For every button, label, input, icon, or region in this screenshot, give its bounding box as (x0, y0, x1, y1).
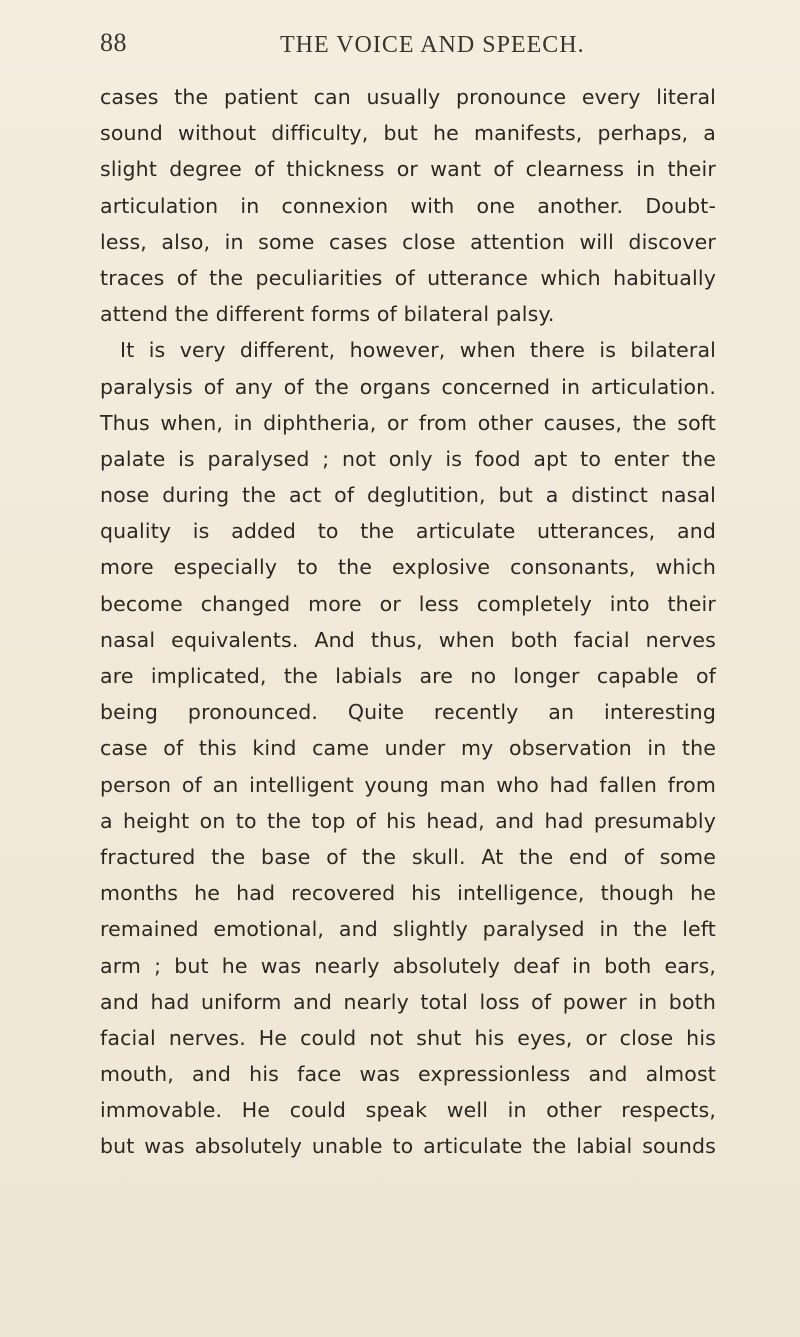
body-text (100, 79, 716, 1165)
text-line: quality is added to the articulate utterances, and (100, 519, 716, 544)
text-line: cases the patient can usually pronounce every literal (100, 85, 716, 109)
text-line: person of an intelligent young man who had fallen from (100, 772, 716, 797)
text-line: sound without difficulty, but he manifests, perhaps, a (100, 121, 716, 146)
text-line: case of this kind came under my observation in the (100, 736, 716, 761)
text-line: being pronounced. Quite recently an interesting (100, 700, 716, 725)
text-line: immovable. He could speak well in other respects, (100, 1098, 716, 1123)
text-line: paralysis of any of the organs concerned in articulation. (100, 374, 716, 399)
text-line: are implicated, the labials are no longer capable of (100, 664, 716, 688)
text-line: remained emotional, and slightly paralysed in the left (100, 917, 716, 942)
text-line: and had uniform and nearly total loss of power in both (100, 989, 716, 1014)
text-line: less, also, in some cases close attention will discover (100, 229, 716, 254)
text-line: facial nerves. He could not shut his eyes, or close his (100, 1025, 716, 1050)
text-line: arm ; but he was nearly absolutely deaf in both ears, (100, 953, 716, 978)
text-line: nose during the act of deglutition, but a distinct nasal (100, 483, 716, 508)
text-line: months he had recovered his intelligence, though he (100, 881, 716, 906)
text-line: traces of the peculiarities of utterance which habitually (100, 265, 716, 290)
text-line: mouth, and his face was expressionless and almost (100, 1062, 716, 1087)
text-line: become changed more or less completely into their (100, 591, 716, 616)
paragraph-start-line: It is very different, however, when there is bilateral (120, 338, 716, 363)
text-line: but was absolutely unable to articulate the labial sounds (100, 1134, 716, 1159)
text-line: Thus when, in diphtheria, or from other causes, the soft (100, 410, 716, 435)
text-line: palate is paralysed ; not only is food apt to enter the (100, 446, 716, 471)
text-line: fractured the base of the skull. At the end of some (100, 844, 716, 869)
running-head: THE VOICE AND SPEECH. (280, 32, 585, 58)
text-line: a height on to the top of his head, and had presumably (100, 808, 716, 833)
text-line: nasal equivalents. And thus, when both facial nerves (100, 627, 716, 652)
text-line: slight degree of thickness or want of clearness in their (100, 157, 716, 182)
text-line: articulation in connexion with one another. Doubt- (100, 193, 716, 218)
text-line: attend the different forms of bilateral palsy. (100, 302, 555, 327)
page-number: 88 (100, 28, 127, 57)
text-line: more especially to the explosive consonants, which (100, 555, 716, 580)
